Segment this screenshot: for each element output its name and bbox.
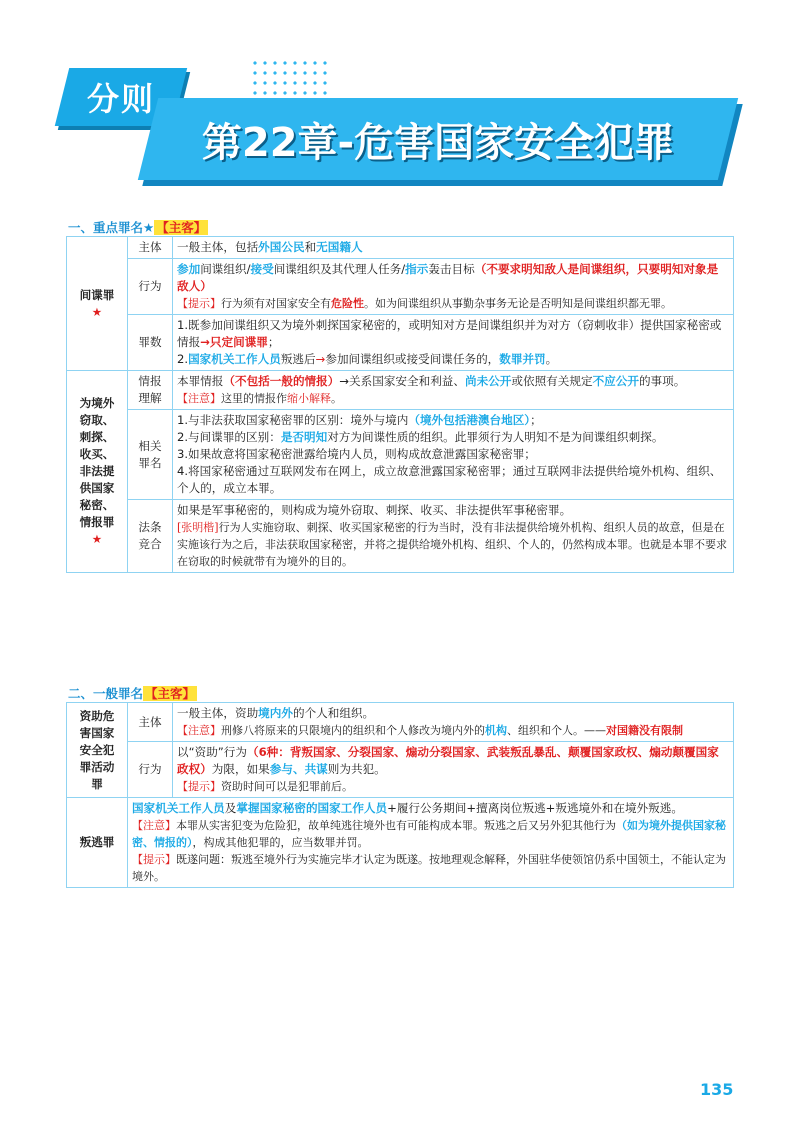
fund-act: 以“资助”行为（6种：背叛国家、分裂国家、煽动分裂国家、武装叛乱暴乱、颠覆国家政权、煽动颠覆国家政权）为限，如果参与、共谋则为共犯。 【提示】资助时间可以是犯罪前后。 (173, 742, 734, 798)
table-row (67, 237, 734, 259)
page-number: 135 (700, 1080, 734, 1099)
fund-subject: 一般主体，资助境内外的个人和组织。 【注意】刑修八将原来的只限境内的组织和个人修改为境内外的机构、组织和个人。——对国籍没有限制 (173, 703, 734, 742)
general-crimes-table (66, 702, 734, 888)
row-label: 法条 竞合 (128, 500, 173, 573)
table-row (67, 798, 734, 888)
table-row (67, 703, 734, 742)
table-row (67, 315, 734, 371)
spy-subject: 一般主体，包括外国公民和无国籍人 (173, 237, 734, 259)
star-icon: ★ (91, 532, 103, 546)
table-row (67, 259, 734, 315)
row-label: 相关 罪名 (128, 410, 173, 500)
section-badge-1: 【主客】 (156, 220, 207, 235)
table-row (67, 371, 734, 410)
chapter-title: 第22章-危害国家安全犯罪 (201, 119, 675, 166)
row-label: 主体 (128, 237, 173, 259)
key-crimes-table (66, 236, 734, 573)
table-row (67, 500, 734, 573)
table-row (67, 742, 734, 798)
crime-name-intel: 为境外 窃取、 刺探、 收买、 非法提 供国家 秘密、 情报罪 ★ (67, 371, 128, 573)
crime-name-defect: 叛逃罪 (67, 798, 128, 888)
section-heading-2-text: 二、一般罪名 (68, 686, 144, 701)
spy-count: 1.既参加间谍组织又为境外刺探国家秘密的，或明知对方是间谍组织并为对方（窃刺收非）提供国家秘密或情报→只定间谍罪； 2.国家机关工作人员叛逃后→参加间谍组织或接受间谍任务的，数罪并罚。 (173, 315, 734, 371)
table-row (67, 410, 734, 500)
crime-name-fund: 资助危 害国家 安全犯 罪活动 罪 (67, 703, 128, 798)
chapter-banner (0, 0, 800, 200)
decorative-dots (250, 58, 330, 96)
part-tag-text: 分则 (86, 80, 155, 118)
section-heading-1 (68, 218, 208, 236)
intel-related: 1.与非法获取国家秘密罪的区别：境外与境内（境外包括港澳台地区）； 2.与间谍罪的区别：是否明知对方为间谍性质的组织。此罪须行为人明知不是为间谍组织刺探。 3.如果故意将国家秘密泄露给境内人员，则构成故意泄露国家秘密罪； 4.将国家秘密通过互联网发布在网上，成立故意泄露国家秘密罪；通过互联网非法提供给境外机构、组织、个人的，成立本罪。 (173, 410, 734, 500)
star-icon: ★ (91, 304, 103, 319)
crime-name-spy: 间谍罪 ★ (67, 237, 128, 371)
intel-law: 如果是军事秘密的，则构成为境外窃取、刺探、收买、非法提供军事秘密罪。 [张明楷]行为人实施窃取、刺探、收买国家秘密的行为当时，没有非法提供给境外机构、组织人员的故意，但是在实施该行为之后，非法获取国家秘密，并将之提供给境外机构、组织、个人的，仍然构成本罪。也就是本罪不要求在窃取的时候就带有为境外的目的。 (173, 500, 734, 573)
row-label: 罪数 (128, 315, 173, 371)
chapter-title-bar (138, 98, 738, 180)
spy-act: 参加间谍组织/接受间谍组织及其代理人任务/指示轰击目标（不要求明知敌人是间谍组织，只要明知对象是敌人） 【提示】行为须有对国家安全有危险性。如为间谍组织从事勤杂事务无论是否明知是间谍组织都无罪。 (173, 259, 734, 315)
section-badge-2: 【主客】 (145, 686, 196, 701)
intel-definition: 本罪情报（不包括一般的情报）→关系国家安全和利益、尚未公开或依照有关规定不应公开的事项。 【注意】这里的情报作缩小解释。 (173, 371, 734, 410)
defect-content: 国家机关工作人员及掌握国家秘密的国家工作人员+履行公务期间+擅离岗位叛逃+叛逃境外和在境外叛逃。 【注意】本罪从实害犯变为危险犯，故单纯逃往境外也有可能构成本罪。叛逃之后又另外犯其他行为（如为境外提供国家秘密、情报的），构成其他犯罪的，应当数罪并罚。 【提示】既遂问题：叛逃至境外行为实施完毕才认定为既遂。按地理观念解释，外国驻华使领馆仍系中国领土，不能认定为境外。 (128, 798, 734, 888)
row-label: 情报 理解 (128, 371, 173, 410)
section-heading-2 (68, 684, 197, 702)
row-label: 行为 (128, 259, 173, 315)
section-heading-1-text: 一、重点罪名★ (68, 220, 155, 235)
row-label: 行为 (128, 742, 173, 798)
row-label: 主体 (128, 703, 173, 742)
